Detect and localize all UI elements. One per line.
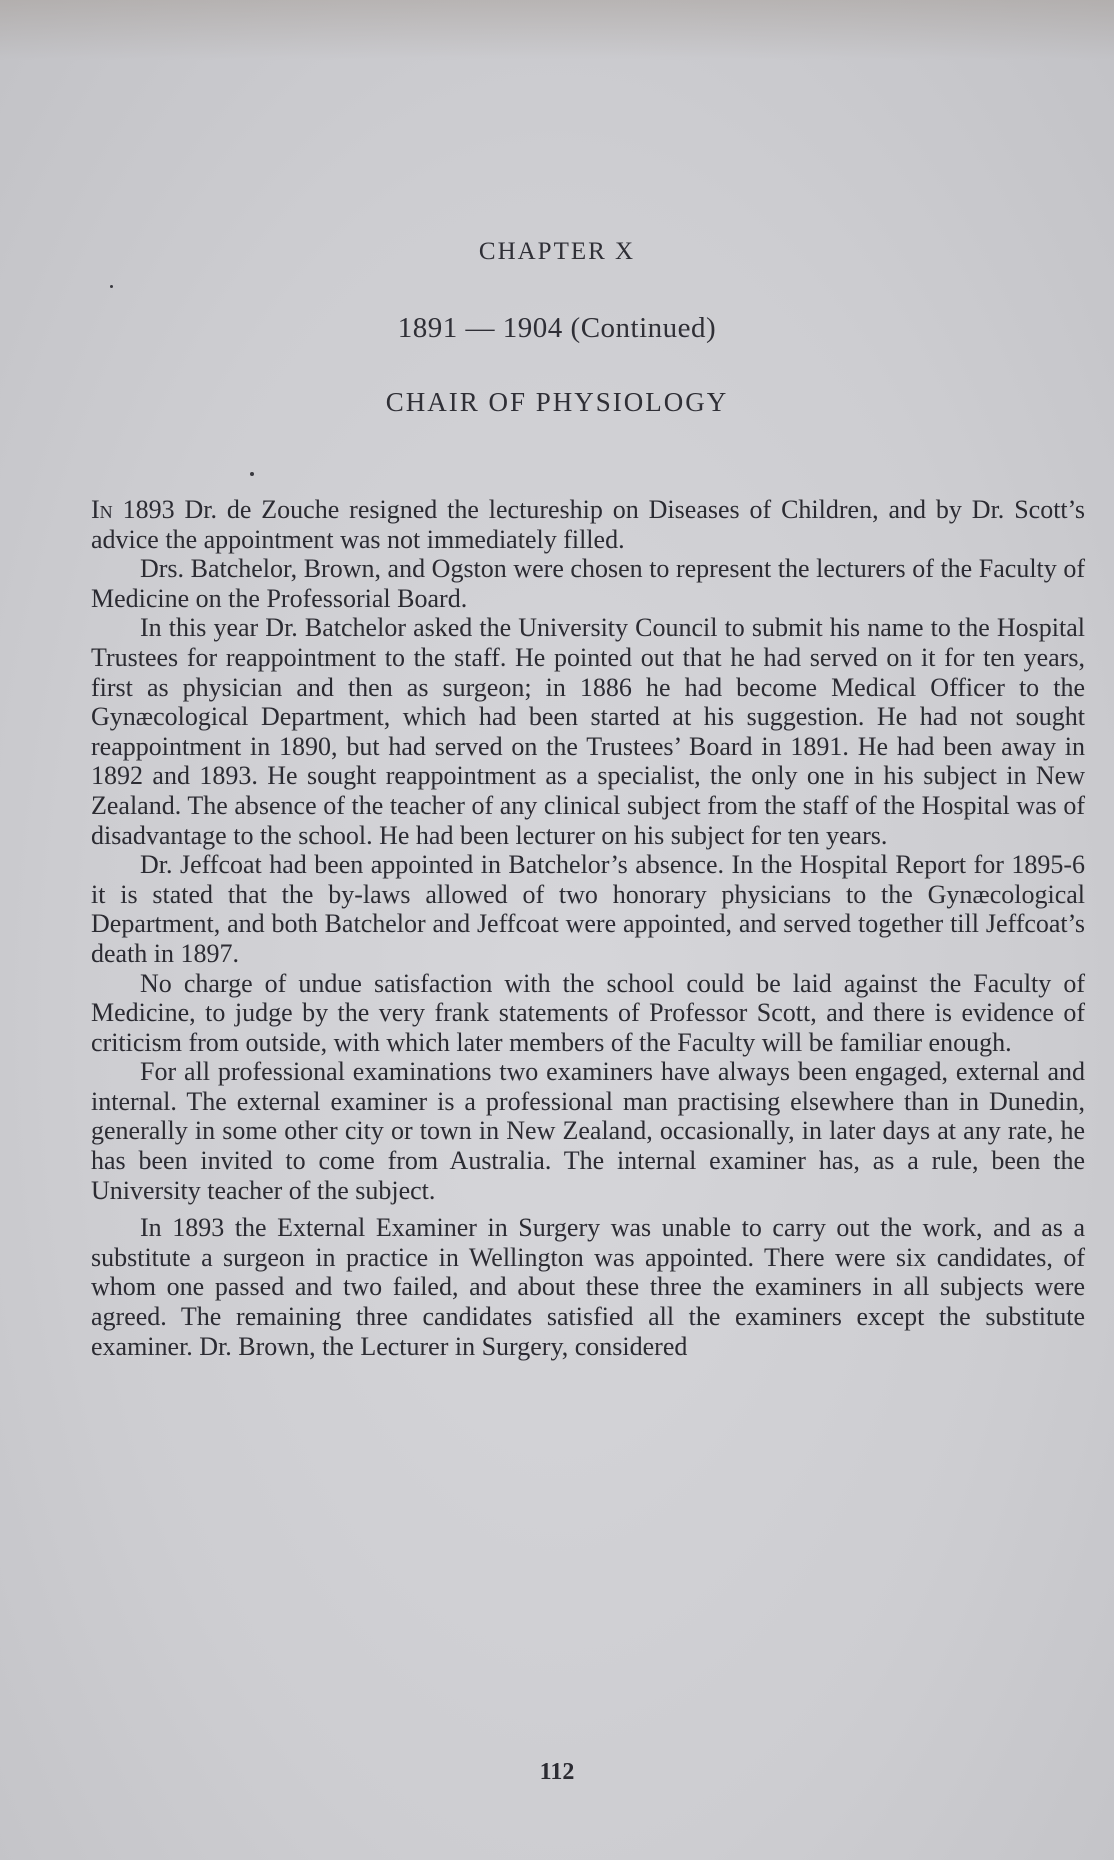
paragraph: In this year Dr. Batchelor asked the University Council to submit his name to the Hospital Trustees for reappointment to the staff. He pointed out that he had served on it for ten years, first as physician and then as surgeon; in 1886 he had become Medical Officer to the Gynæcological Department, which had been started at his suggestion. He had not sought reappointment in 1890, but had served on the Trustees’ Board in 1891. He had been away in 1892 and 1893. He sought reappointment as a specialist, the only one in his subject in New Zealand. The absence of the teacher of any clinical subject from the staff of the Hospital was of disadvantage to the school. He had been lecturer on his subject for ten years. bbox=[91, 613, 1085, 850]
paragraph: Dr. Jeffcoat had been appointed in Batchelor’s absence. In the Hospital Report for 1895-6 it is stated that the by-laws allowed of two honorary physicians to the Gynæcological Department, and both Batchelor and Jeffcoat were appointed, and served together till Jeffcoat’s death in 1897. bbox=[91, 850, 1085, 968]
chapter-label: CHAPTER X bbox=[478, 238, 636, 265]
paragraph bbox=[91, 495, 1085, 554]
paragraph-text: 1893 Dr. de Zouche resigned the lectureship on Diseases of Children, and by Dr. Scott’s advice the appointment was not immediately filled. bbox=[91, 495, 1085, 554]
body-text bbox=[91, 495, 1085, 1361]
print-speck bbox=[250, 472, 254, 476]
section-title: CHAIR OF PHYSIOLOGY bbox=[385, 387, 729, 417]
paragraph: Drs. Batchelor, Brown, and Ogston were chosen to represent the lecturers of the Faculty of Medicine on the Professorial Board. bbox=[91, 554, 1085, 613]
page-number: 112 bbox=[539, 1759, 575, 1785]
page-edge-shadow bbox=[0, 0, 1114, 60]
lead-in-word: In bbox=[91, 495, 113, 524]
paragraph: In 1893 the External Examiner in Surgery was unable to carry out the work, and as a substitute a surgeon in practice in Wellington was appointed. There were six candidates, of whom one passed and two failed, and about these three the examiners in all subjects were agreed. The remaining three candidates satisfied all the examiners except the substitute examiner. Dr. Brown, the Lecturer in Surgery, considered bbox=[91, 1213, 1085, 1361]
years-heading: 1891 — 1904 (Continued) bbox=[397, 312, 717, 344]
paragraph: No charge of undue satisfaction with the school could be laid against the Faculty of Medicine, to judge by the very frank statements of Professor Scott, and there is evidence of criticism from outside, with which later members of the Faculty will be familiar enough. bbox=[91, 968, 1085, 1057]
print-speck bbox=[110, 285, 113, 288]
paragraph: For all professional examinations two examiners have always been engaged, external and internal. The external examiner is a professional man practising elsewhere than in Dunedin, generally in some other city or town in New Zealand, occasionally, in later days at any rate, he has been invited to come from Australia. The internal examiner has, as a rule, been the University teacher of the subject. bbox=[91, 1057, 1085, 1205]
